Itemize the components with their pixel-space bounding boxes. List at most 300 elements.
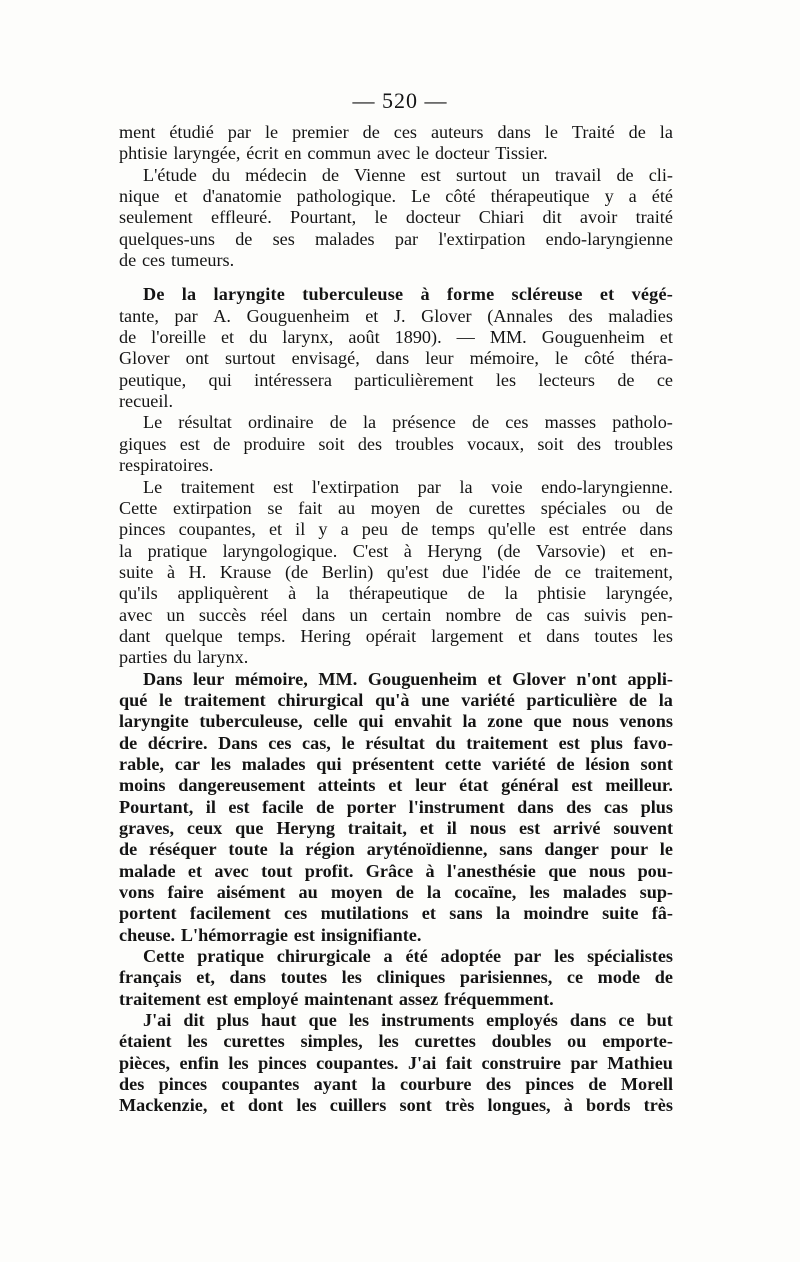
- word: J'ai: [407, 1052, 437, 1073]
- word: J.: [393, 305, 406, 326]
- word: pinces: [158, 1074, 208, 1095]
- word: parisiennes,: [459, 967, 553, 988]
- word: et: [220, 1095, 235, 1116]
- word: dit: [183, 1010, 205, 1031]
- word: sup-: [639, 882, 673, 903]
- word: laryngite: [119, 711, 189, 732]
- word: pratique: [197, 946, 264, 967]
- word: est: [548, 519, 569, 540]
- word: des: [119, 1074, 145, 1095]
- text-line: [119, 306, 673, 327]
- word: très: [445, 1095, 475, 1116]
- word: coupantes,: [178, 519, 256, 540]
- word: de: [628, 122, 646, 142]
- text-line: [119, 562, 673, 583]
- word: pour: [610, 839, 649, 860]
- word: De: [143, 284, 165, 305]
- word: de: [235, 228, 253, 249]
- word: extirpation: [172, 497, 252, 518]
- word: Glover: [512, 668, 566, 689]
- word: nous: [572, 711, 609, 732]
- word: de: [119, 732, 138, 753]
- paragraph: [119, 669, 673, 946]
- word: dans: [497, 122, 531, 142]
- word: car: [174, 753, 200, 774]
- word: employé: [233, 988, 299, 1009]
- word: est: [571, 775, 593, 796]
- word: qu'ils: [119, 583, 158, 604]
- word: toutes: [280, 967, 328, 988]
- word: de: [654, 967, 673, 988]
- word: J'ai: [143, 1010, 172, 1031]
- word: danger: [544, 839, 599, 860]
- word: instruments: [381, 1010, 475, 1031]
- word: particulièrement: [354, 369, 474, 390]
- word: A.: [213, 305, 231, 326]
- word: auteurs: [430, 122, 484, 142]
- word: thérapeutique: [490, 186, 590, 207]
- text-line: [119, 946, 673, 967]
- word: fâ-: [651, 903, 673, 924]
- word: succès: [198, 604, 247, 625]
- word: portent: [119, 903, 177, 924]
- word: les: [529, 882, 550, 903]
- text-line: [119, 647, 673, 668]
- word: dans: [375, 348, 410, 369]
- text-line: [119, 434, 673, 455]
- text-line: [119, 1074, 673, 1095]
- word: ont: [185, 348, 209, 369]
- word: présentent: [352, 753, 435, 774]
- word: bords: [586, 1095, 631, 1116]
- word: est: [420, 164, 441, 185]
- word: un: [166, 604, 185, 625]
- word: soit: [537, 433, 564, 454]
- word: recueil.: [119, 391, 174, 412]
- word: facile: [262, 796, 304, 817]
- word: dans: [517, 796, 554, 817]
- word: plus: [640, 796, 673, 817]
- word: août: [348, 327, 380, 348]
- word: Cette: [143, 946, 185, 967]
- word: réséquer: [148, 839, 217, 860]
- word: la: [181, 284, 197, 305]
- paragraph: [119, 412, 673, 476]
- word: porter: [346, 796, 397, 817]
- word: suite: [602, 903, 639, 924]
- word: Gouguenheim: [246, 305, 350, 326]
- word: de: [362, 122, 380, 142]
- word: pinces: [258, 1052, 307, 1073]
- word: nous: [588, 860, 626, 881]
- word: de: [616, 164, 634, 185]
- word: présence: [392, 412, 456, 433]
- word: temps: [431, 519, 475, 540]
- word: cas: [603, 796, 629, 817]
- word: le: [554, 348, 569, 369]
- word: Cette: [119, 497, 158, 518]
- word: par: [227, 122, 251, 142]
- word: un: [521, 164, 540, 185]
- word: soit: [318, 433, 345, 454]
- word: et: [599, 284, 615, 305]
- word: le: [374, 207, 388, 228]
- word: cas,: [302, 732, 331, 753]
- word: cliniques: [376, 967, 446, 988]
- word: souvent: [613, 818, 673, 838]
- word: dans: [229, 967, 266, 988]
- word: variété: [461, 689, 515, 710]
- text-line: [119, 541, 673, 562]
- text-line: [119, 882, 673, 903]
- paragraph: [119, 122, 673, 165]
- word: intéressera: [254, 369, 332, 390]
- word: masses: [544, 412, 597, 433]
- word: et: [518, 625, 532, 646]
- word: adoptée: [440, 946, 502, 967]
- paragraph: [119, 1010, 673, 1117]
- word: venons: [619, 711, 673, 732]
- word: les: [652, 625, 673, 646]
- word: traitait,: [347, 818, 407, 838]
- text-line: [119, 797, 673, 818]
- word: Dans: [218, 732, 258, 753]
- word: construire: [481, 1052, 561, 1073]
- word: étaient: [119, 1031, 172, 1052]
- word: zone: [487, 711, 523, 732]
- word: fréquemment.: [444, 988, 554, 1009]
- text-line: [119, 861, 673, 882]
- text-line: [119, 122, 673, 143]
- text-line: [119, 754, 673, 775]
- text-line: [119, 818, 673, 839]
- word: dans: [546, 625, 580, 646]
- word: 1890).: [394, 327, 442, 348]
- text-line: [119, 989, 673, 1010]
- word: de: [471, 412, 490, 433]
- word: pen-: [640, 604, 673, 625]
- word: traité: [635, 207, 673, 228]
- text-line: [119, 1053, 673, 1074]
- word: premier: [292, 122, 349, 142]
- word: de: [628, 689, 647, 710]
- word: a: [340, 519, 349, 540]
- word: de: [467, 583, 485, 604]
- word: meilleur.: [605, 775, 673, 796]
- word: le: [415, 143, 430, 164]
- word: quelque: [165, 625, 223, 646]
- word: L'hémorragie: [180, 924, 288, 945]
- word: malades: [562, 882, 627, 903]
- word: les: [210, 753, 231, 774]
- word: des: [568, 305, 593, 326]
- word: leur: [193, 668, 225, 689]
- word: a: [628, 186, 637, 207]
- word: du: [435, 732, 456, 753]
- word: le: [544, 122, 558, 142]
- word: Vienne: [354, 164, 406, 185]
- text-line: [119, 583, 673, 604]
- word: due: [442, 561, 469, 582]
- word: Gouguenheim: [367, 668, 477, 689]
- word: C'est: [352, 540, 389, 561]
- word: (de: [284, 561, 309, 582]
- word: au: [337, 497, 356, 518]
- word: commun: [307, 143, 372, 164]
- word: nique: [119, 186, 160, 207]
- word: moins: [119, 775, 166, 796]
- word: réel: [260, 604, 288, 625]
- text-line: [119, 186, 673, 207]
- word: médecin: [245, 164, 307, 185]
- word: qui: [208, 369, 232, 390]
- word: étudié: [169, 122, 214, 142]
- text-line: [119, 1031, 673, 1052]
- word: et: [388, 775, 403, 796]
- word: que: [548, 860, 577, 881]
- word: coupantes: [221, 1074, 300, 1095]
- word: de: [435, 497, 454, 518]
- word: faire: [167, 882, 204, 903]
- word: lecteurs: [538, 369, 595, 390]
- paragraph: [119, 946, 673, 1010]
- word: docteur: [434, 143, 490, 164]
- word: la: [279, 839, 294, 860]
- word: avec: [119, 604, 153, 625]
- word: moyen: [370, 497, 421, 518]
- word: à: [420, 284, 430, 305]
- word: de: [213, 433, 231, 454]
- word: traitement: [119, 988, 201, 1009]
- word: graves,: [119, 818, 175, 838]
- word: l'oreille: [151, 327, 206, 348]
- word: un: [349, 604, 368, 625]
- word: est: [228, 796, 250, 817]
- word: a: [383, 946, 393, 967]
- word: été: [651, 186, 673, 207]
- word: Heryng: [276, 818, 335, 838]
- word: état: [459, 775, 489, 796]
- word: ces: [393, 122, 417, 142]
- word: (Annales: [487, 305, 553, 326]
- word: maladies: [608, 305, 673, 326]
- word: la: [504, 583, 518, 604]
- word: ce: [564, 561, 582, 582]
- word: l'instrument: [408, 796, 505, 817]
- word: appli-: [627, 668, 673, 689]
- word: pathologique.: [296, 186, 397, 207]
- text-line: [119, 1010, 673, 1031]
- word: avoir: [579, 207, 618, 228]
- word: curettes: [414, 1031, 476, 1052]
- word: moindre: [523, 903, 589, 924]
- word: qui: [358, 711, 384, 732]
- word: Mackenzie,: [119, 1095, 208, 1116]
- word: fait: [298, 497, 323, 518]
- word: avec: [376, 143, 411, 164]
- word: toutes: [594, 625, 638, 646]
- word: ce: [566, 967, 584, 988]
- word: Grâce: [365, 860, 414, 881]
- word: Le: [411, 186, 431, 207]
- word: favo-: [633, 732, 673, 753]
- word: lésion: [585, 753, 630, 774]
- word: ces: [141, 250, 166, 271]
- word: dit: [542, 207, 562, 228]
- word: (de: [497, 540, 521, 561]
- text-line: [119, 690, 673, 711]
- word: l'extirpation: [438, 228, 526, 249]
- word: Krause: [219, 561, 272, 582]
- word: Pourtant,: [290, 207, 357, 228]
- text-line: [119, 1095, 673, 1116]
- word: but: [646, 1010, 673, 1031]
- word: et: [220, 327, 235, 348]
- text-line: [119, 455, 673, 476]
- word: toute: [228, 839, 268, 860]
- word: curettes: [223, 1031, 285, 1052]
- word: chirurgicale: [276, 946, 371, 967]
- word: une: [421, 689, 450, 710]
- word: dans: [569, 1010, 607, 1031]
- word: forme: [446, 284, 495, 305]
- word: les: [554, 946, 575, 967]
- word: par: [394, 228, 419, 249]
- word: vocaux,: [467, 433, 525, 454]
- word: facilement: [189, 903, 271, 924]
- word: Gouguenheim: [541, 327, 645, 348]
- word: leur: [425, 348, 454, 369]
- word: du: [173, 647, 192, 668]
- word: laryngologique.: [222, 540, 338, 561]
- word: il: [446, 818, 457, 838]
- word: que: [235, 818, 264, 838]
- word: emporte-: [602, 1031, 673, 1052]
- text-line: [119, 477, 673, 498]
- word: à: [403, 540, 412, 561]
- word: suite: [119, 561, 154, 582]
- word: en: [284, 143, 302, 164]
- word: entrée: [582, 519, 627, 540]
- word: en-: [649, 540, 673, 561]
- word: et: [421, 903, 436, 924]
- word: tuberculeuse,: [199, 711, 303, 732]
- word: résultat: [178, 412, 232, 433]
- word: de: [515, 604, 533, 625]
- word: l'anesthésie: [446, 860, 536, 881]
- word: chirurgical: [277, 689, 364, 710]
- word: cuillers: [329, 1095, 387, 1116]
- word: le: [264, 122, 279, 142]
- text-line: [119, 626, 673, 647]
- word: est: [206, 988, 228, 1009]
- word: maintenant: [304, 988, 394, 1009]
- page-number: — 520 —: [352, 88, 448, 113]
- word: phtisie: [537, 583, 587, 604]
- word: simples,: [300, 1031, 363, 1052]
- word: général: [501, 775, 559, 796]
- word: des: [576, 433, 602, 454]
- word: sans: [449, 903, 483, 924]
- text-line: [119, 839, 673, 860]
- word: Dans: [143, 668, 183, 689]
- word: dont: [247, 1095, 284, 1116]
- word: cheuse.: [119, 924, 176, 945]
- word: Pourtant,: [119, 796, 194, 817]
- text-line: [119, 370, 673, 391]
- word: et: [187, 860, 203, 881]
- word: suivis: [583, 604, 627, 625]
- word: Glover: [421, 305, 472, 326]
- word: traitement: [466, 732, 549, 753]
- word: ou: [622, 497, 641, 518]
- word: est: [293, 924, 315, 945]
- text-line: [119, 143, 673, 164]
- paragraph-gap: [119, 271, 673, 284]
- word: théra-: [630, 348, 673, 369]
- word: mémoire,: [234, 668, 308, 689]
- word: par: [417, 476, 441, 497]
- word: mémoire,: [469, 348, 539, 369]
- word: de: [321, 164, 340, 185]
- text-line: [119, 250, 673, 271]
- word: côté: [445, 186, 476, 207]
- word: dant: [119, 625, 151, 646]
- word: au: [298, 882, 318, 903]
- text-line: [119, 925, 673, 946]
- text-line: [119, 733, 673, 754]
- word: sont: [399, 1095, 432, 1116]
- word: la: [495, 903, 511, 924]
- word: quelques-uns: [119, 228, 215, 249]
- word: fait: [445, 1052, 472, 1073]
- word: les: [296, 1095, 317, 1116]
- word: temps.: [237, 625, 286, 646]
- word: région: [305, 839, 355, 860]
- word: cette: [444, 753, 482, 774]
- word: à: [425, 860, 435, 881]
- word: de: [401, 519, 419, 540]
- word: malade: [119, 860, 176, 881]
- word: parties: [119, 647, 168, 668]
- word: par: [174, 305, 198, 326]
- word: le: [159, 689, 173, 710]
- word: il: [205, 796, 216, 817]
- word: pou-: [637, 860, 673, 881]
- word: de: [556, 753, 575, 774]
- word: laryngée,: [605, 583, 673, 604]
- word: pratique: [147, 540, 208, 561]
- word: du: [211, 164, 231, 185]
- word: troubles: [614, 433, 673, 454]
- word: et: [621, 540, 635, 561]
- word: ces: [505, 412, 529, 433]
- word: des: [485, 1074, 512, 1095]
- word: spéciales: [540, 497, 607, 518]
- word: la: [119, 540, 133, 561]
- word: larynx.: [197, 647, 249, 668]
- word: haut: [261, 1010, 297, 1031]
- word: été: [405, 946, 428, 967]
- word: Le: [143, 476, 163, 497]
- word: larynx,: [282, 327, 334, 348]
- word: la: [315, 583, 330, 604]
- word: les: [228, 1052, 249, 1073]
- word: MM.: [489, 327, 527, 348]
- word: cocaïne,: [454, 882, 517, 903]
- text-line: [119, 165, 673, 186]
- word: de: [395, 882, 414, 903]
